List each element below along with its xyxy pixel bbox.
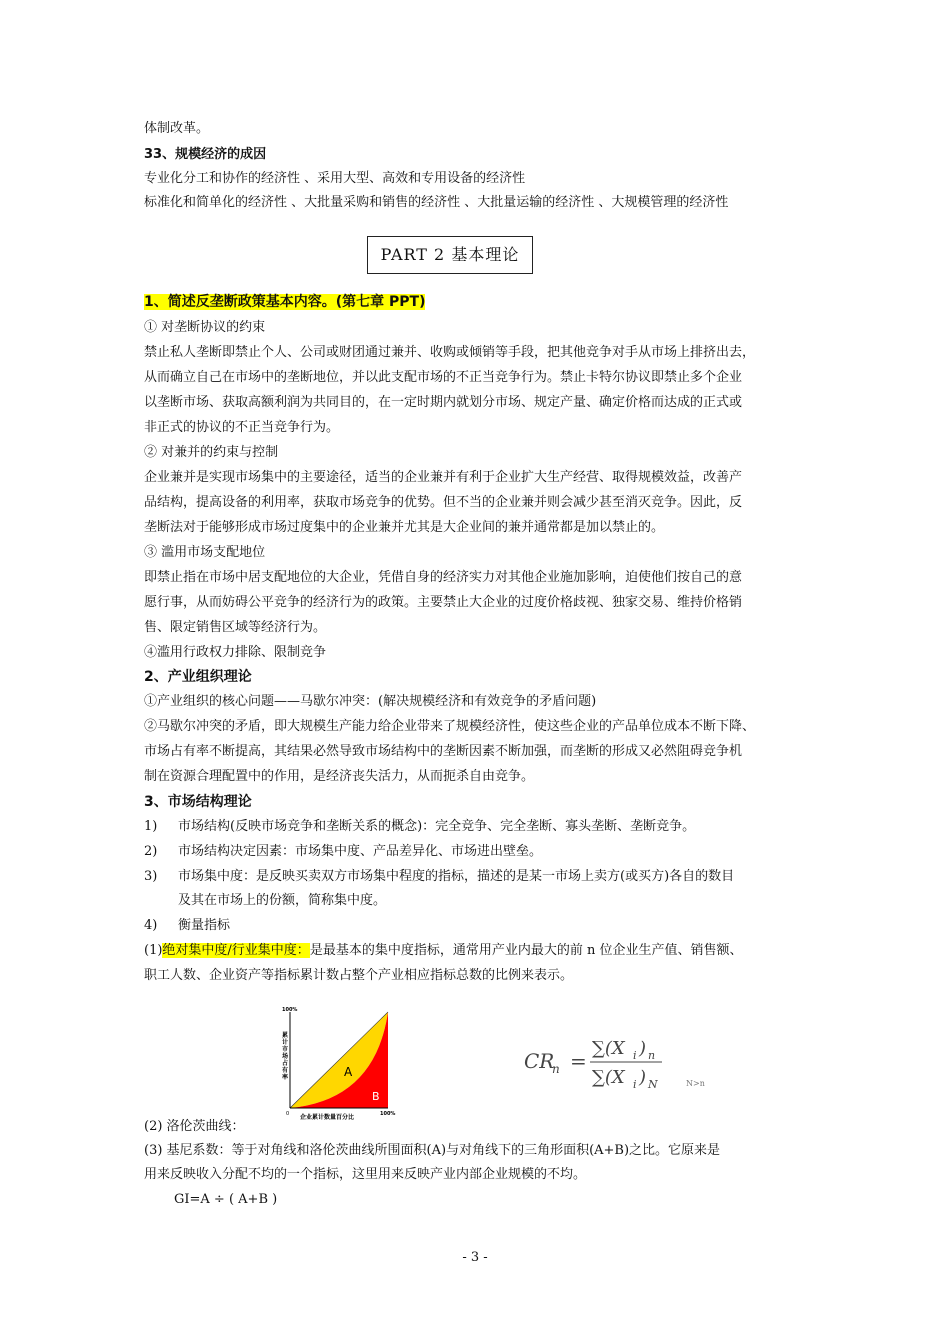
formula-num-i: i [633,1049,637,1062]
highlight: 1、简述反垄断政策基本内容。(第七章 PPT) [144,294,426,310]
x-end-label: 100% [380,1111,396,1117]
y-label-char: 场 [282,1053,289,1060]
text-line: 愿行事，从而妨碍公平竞争的经济行为的政策。主要禁止大企业的过度价格歧视、独家交易、维持价格销 [144,595,743,610]
part-title-box: PART 2 基本理论 [367,236,533,274]
y-label-char: 率 [282,1074,289,1081]
text-line: 从而确立自己在市场中的垄断地位，并以此支配市场的不正当竞争行为。禁止卡特尔协议即禁止多个企业 [144,370,743,385]
x-axis-label: 企业累计数量百分比 [300,1114,355,1121]
formula-num-sub: n [648,1049,656,1062]
formula-num-close: ) [639,1038,647,1059]
text-line: 售、限定销售区域等经济行为。 [144,620,327,635]
formula-num: ∑(X [592,1038,625,1059]
page-number: - 3 - [462,1250,488,1265]
y-top-label: 100% [282,1007,298,1013]
list-number: 1) [144,819,158,834]
list-item-cont: 及其在市场上的份额，简称集中度。 [178,893,387,908]
formula-den-close: ) [639,1067,647,1088]
text-line: ①产业组织的核心问题——马歇尔冲突：(解决规模经济和有效竞争的矛盾问题) [144,694,597,709]
formula-eq: = [570,1049,587,1073]
measure-1 [144,943,742,959]
text-line: 标准化和简单化的经济性 、大批量采购和销售的经济性 、大批量运输的经济性 、大规模管理的经济性 [144,195,729,210]
measure-prefix: (1) [144,943,163,958]
area-b-label: B [372,1090,380,1103]
subheading: 33、规模经济的成因 [144,147,267,162]
y-label-char: 市 [282,1046,289,1053]
text-line: 体制改革。 [144,121,210,136]
y-label-char: 占 [282,1060,289,1067]
text-line: 品结构，提高设备的利用率，获取市场竞争的优势。但不当的企业兼并则会减少甚至消灭竞争。因此，反 [144,495,743,510]
section-heading-2: 2、产业组织理论 [144,669,252,685]
formula-lhs: CR [524,1049,555,1073]
y-label-char: 累 [282,1032,289,1039]
lorenz-chart [280,1005,400,1127]
list-item: ④滥用行政权力排除、限制竞争 [144,645,327,660]
text-line: 职工人数、企业资产等指标累计数占整个产业相应指标总数的比例来表示。 [144,968,574,983]
formula-den: ∑(X [592,1067,625,1088]
text-line: (3) 基尼系数：等于对角线和洛伦茨曲线所围面积(A)与对角线下的三角形面积(A+B)之比。它原来是 [144,1143,721,1158]
list-item: 市场结构决定因素：市场集中度、产品差异化、市场进出壁垒。 [178,844,543,859]
y-label-char: 有 [282,1067,289,1074]
list-number: 3) [144,869,158,884]
highlight: 绝对集中度/行业集中度： [162,943,310,958]
text-line: 用来反映收入分配不均的一个指标，这里用来反映产业内部企业规模的不均。 [144,1167,587,1182]
formula-note: N>n [686,1079,705,1088]
list-item: ③ 滥用市场支配地位 [144,545,266,560]
y-label-char: 计 [282,1039,289,1046]
list-item: ② 对兼并的约束与控制 [144,445,279,460]
cr-formula [520,1030,730,1092]
list-item: 市场集中度：是反映买卖双方市场集中程度的指标，描述的是某一市场上卖方(或买方)各自的数目 [178,869,735,884]
text-line: ②马歇尔冲突的矛盾，即大规模生产能力给企业带来了规模经济性，使这些企业的产品单位成本不断下降、 [144,719,756,734]
formula-lhs-sub: n [552,1062,560,1076]
text-line: 专业化分工和协作的经济性 、采用大型、高效和专用设备的经济性 [144,171,526,186]
text-line: (2) 洛伦茨曲线： [144,1119,245,1134]
list-item: ① 对垄断协议的约束 [144,320,266,335]
text-line: 非正式的协议的不正当竞争行为。 [144,420,340,435]
text-line: 企业兼并是实现市场集中的主要途径，适当的企业兼并有利于企业扩大生产经营、取得规模效益，改善产 [144,470,743,485]
text-line: 禁止私人垄断即禁止个人、公司或财团通过兼并、收购或倾销等手段，把其他竞争对手从市场上排挤出去， [144,345,756,360]
list-number: 2) [144,844,158,859]
text-line: 以垄断市场、获取高额利润为共同目的，在一定时期内就划分市场、规定产量、确定价格而达成的正式或 [144,395,743,410]
measure-text: 是最基本的集中度指标，通常用产业内最大的前 n 位企业生产值、销售额、 [309,943,743,958]
section-heading-3: 3、市场结构理论 [144,794,252,810]
section-heading-1 [144,294,425,310]
formula-den-i: i [633,1078,637,1091]
gini-formula: GI=A ÷ ( A+B ) [174,1192,278,1207]
list-number: 4) [144,918,158,933]
formula-den-sub: N [648,1078,658,1091]
text-line: 即禁止指在市场中居支配地位的大企业，凭借自身的经济实力对其他企业施加影响，迫使他们按自己的意 [144,570,743,585]
list-item: 市场结构(反映市场竞争和垄断关系的概念)：完全竞争、完全垄断、寡头垄断、垄断竞争。 [178,819,696,834]
origin-label: 0 [286,1111,290,1117]
text-line: 市场占有率不断提高，其结果必然导致市场结构中的垄断因素不断加强，而垄断的形成又必然阻碍竞争机 [144,744,743,759]
text-line: 制在资源合理配置中的作用，是经济丧失活力，从而扼杀自由竞争。 [144,769,535,784]
list-item: 衡量指标 [178,918,231,933]
area-a-label: A [344,1065,353,1079]
text-line: 垄断法对于能够形成市场过度集中的企业兼并尤其是大企业间的兼并通常都是加以禁止的。 [144,520,665,535]
